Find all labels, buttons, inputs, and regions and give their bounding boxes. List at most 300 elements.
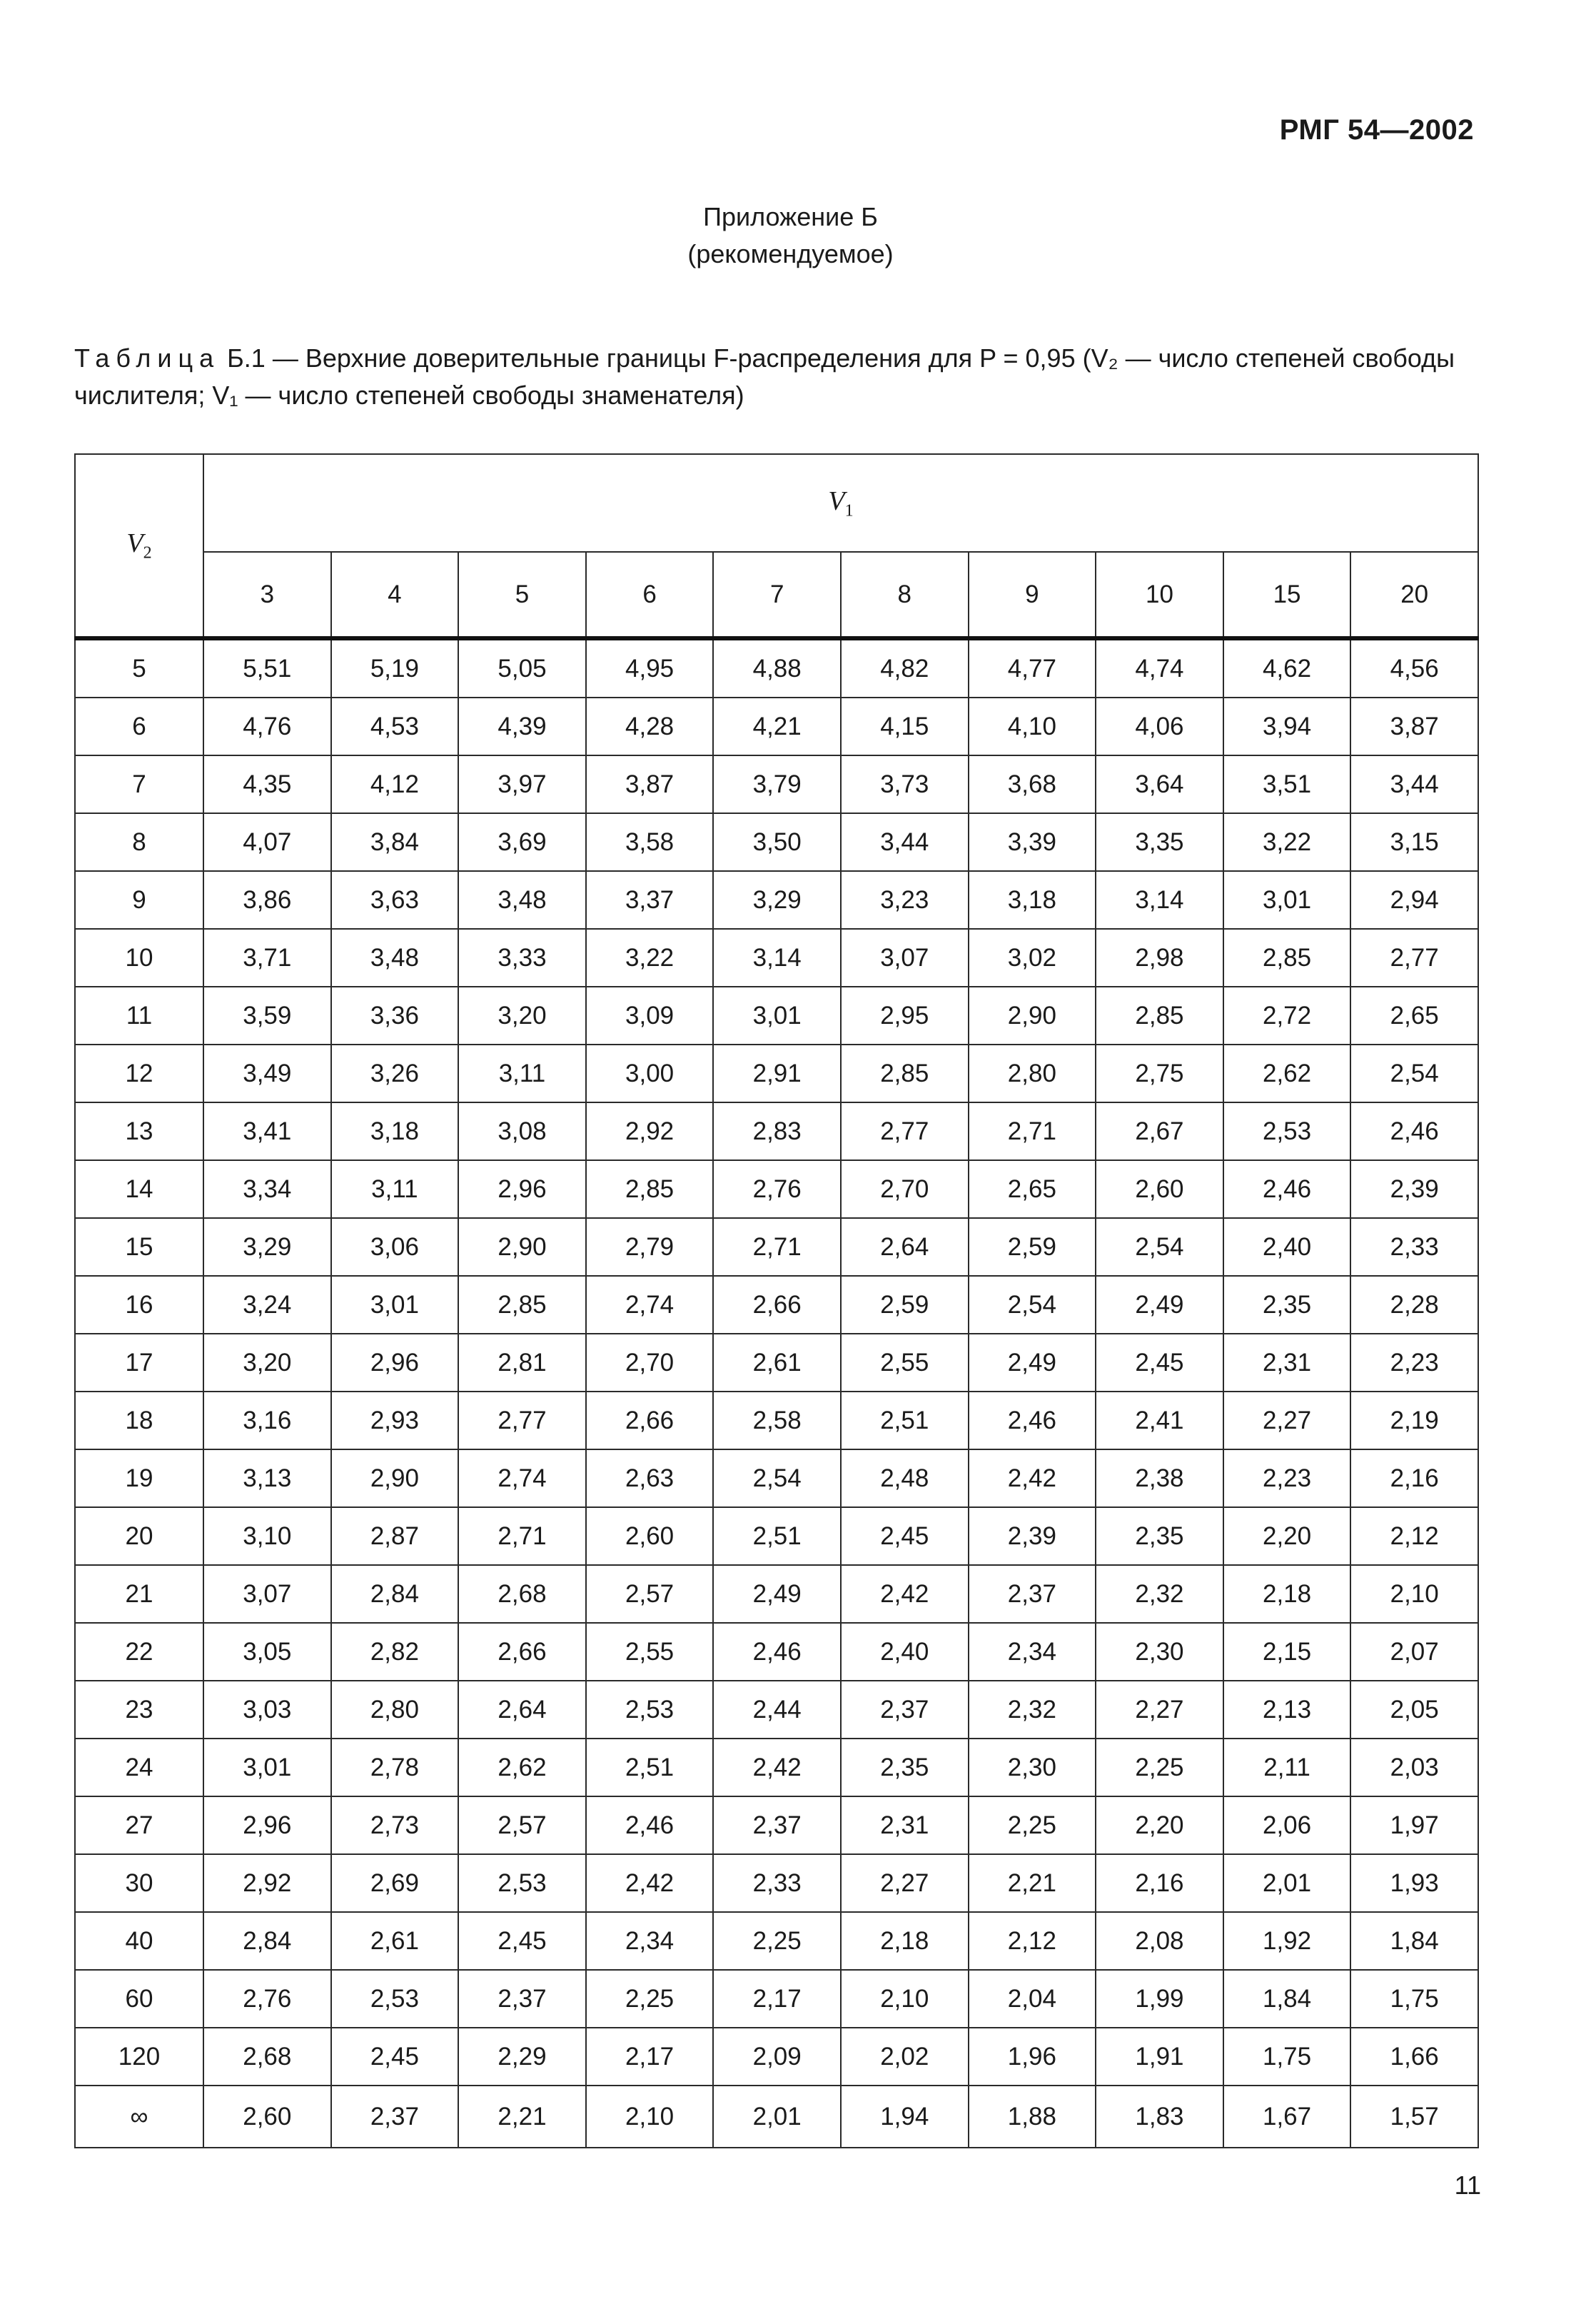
table-cell: 3,05 (203, 1623, 331, 1681)
table-cell: 2,16 (1096, 1854, 1223, 1912)
table-cell: 3,37 (586, 871, 714, 929)
table-cell: 2,11 (1223, 1739, 1351, 1796)
table-cell: 1,83 (1096, 2086, 1223, 2148)
row-label-v2: 22 (75, 1623, 203, 1681)
table-cell: 1,84 (1223, 1970, 1351, 2028)
table-cell: 2,96 (331, 1334, 459, 1392)
row-label-v2: 60 (75, 1970, 203, 2028)
table-cell: 2,08 (1096, 1912, 1223, 1970)
row-label-v2: ∞ (75, 2086, 203, 2148)
table-cell: 2,44 (713, 1681, 841, 1739)
table-cell: 4,06 (1096, 698, 1223, 755)
table-cell: 2,45 (458, 1912, 586, 1970)
table-cell: 1,92 (1223, 1912, 1351, 1970)
table-cell: 1,67 (1223, 2086, 1351, 2148)
table-cell: 2,78 (331, 1739, 459, 1796)
table-cell: 2,61 (331, 1912, 459, 1970)
table-cell: 2,90 (969, 987, 1096, 1045)
table-cell: 2,33 (713, 1854, 841, 1912)
row-label-v2: 15 (75, 1218, 203, 1276)
table-row (75, 1796, 1478, 1854)
table-cell: 2,42 (713, 1739, 841, 1796)
table-row (75, 1970, 1478, 2028)
table-cell: 2,32 (1096, 1565, 1223, 1623)
table-cell: 2,20 (1096, 1796, 1223, 1854)
table-cell: 2,38 (1096, 1449, 1223, 1507)
table-cell: 3,48 (458, 871, 586, 929)
table-cell: 3,01 (713, 987, 841, 1045)
row-label-v2: 16 (75, 1276, 203, 1334)
table-cell: 4,28 (586, 698, 714, 755)
table-cell: 2,45 (331, 2028, 459, 2086)
appendix-heading (0, 198, 1581, 273)
row-label-v2: 120 (75, 2028, 203, 2086)
table-cell: 3,35 (1096, 813, 1223, 871)
row-label-v2: 20 (75, 1507, 203, 1565)
table-cell: 2,70 (586, 1334, 714, 1392)
column-header: 5 (458, 552, 586, 638)
table-row (75, 755, 1478, 813)
table-cell: 1,88 (969, 2086, 1096, 2148)
table-cell: 2,35 (1096, 1507, 1223, 1565)
table-cell: 2,46 (586, 1796, 714, 1854)
row-label-v2: 6 (75, 698, 203, 755)
table-cell: 2,21 (458, 2086, 586, 2148)
table-cell: 4,12 (331, 755, 459, 813)
table-cell: 1,97 (1350, 1796, 1478, 1854)
table-row (75, 1912, 1478, 1970)
row-label-v2: 17 (75, 1334, 203, 1392)
table-cell: 3,01 (1223, 871, 1351, 929)
table-cell: 2,04 (969, 1970, 1096, 2028)
table-cell: 2,31 (1223, 1334, 1351, 1392)
table-cell: 2,51 (586, 1739, 714, 1796)
table-cell: 2,42 (841, 1565, 969, 1623)
table-cell: 2,77 (1350, 929, 1478, 987)
table-cell: 2,29 (458, 2028, 586, 2086)
table-cell: 1,94 (841, 2086, 969, 2148)
table-row (75, 2086, 1478, 2148)
table-cell: 3,15 (1350, 813, 1478, 871)
table-cell: 3,10 (203, 1507, 331, 1565)
table-cell: 2,66 (458, 1623, 586, 1681)
table-cell: 3,58 (586, 813, 714, 871)
table-cell: 2,17 (713, 1970, 841, 2028)
column-header: 4 (331, 552, 459, 638)
table-cell: 2,25 (586, 1970, 714, 2028)
table-row (75, 1681, 1478, 1739)
table-row (75, 1507, 1478, 1565)
table-cell: 2,42 (586, 1854, 714, 1912)
table-cell: 2,30 (1096, 1623, 1223, 1681)
table-cell: 3,33 (458, 929, 586, 987)
table-cell: 3,69 (458, 813, 586, 871)
table-cell: 2,40 (841, 1623, 969, 1681)
table-cell: 2,34 (586, 1912, 714, 1970)
table-row (75, 1739, 1478, 1796)
table-cell: 2,37 (969, 1565, 1096, 1623)
table-cell: 2,49 (1096, 1276, 1223, 1334)
table-cell: 2,30 (969, 1739, 1096, 1796)
table-cell: 2,25 (969, 1796, 1096, 1854)
table-cell: 2,01 (1223, 1854, 1351, 1912)
table-cell: 1,66 (1350, 2028, 1478, 2086)
table-cell: 2,02 (841, 2028, 969, 2086)
table-cell: 2,42 (969, 1449, 1096, 1507)
table-cell: 2,84 (331, 1565, 459, 1623)
table-cell: 2,54 (1350, 1045, 1478, 1102)
table-cell: 2,77 (841, 1102, 969, 1160)
v2-symbol: $V_2$ (126, 528, 152, 563)
table-cell: 4,76 (203, 698, 331, 755)
table-cell: 2,85 (1223, 929, 1351, 987)
table-cell: 3,20 (203, 1334, 331, 1392)
row-label-v2: 8 (75, 813, 203, 871)
table-cell: 4,95 (586, 638, 714, 698)
table-cell: 3,14 (713, 929, 841, 987)
table-cell: 2,16 (1350, 1449, 1478, 1507)
table-cell: 2,12 (1350, 1507, 1478, 1565)
column-header-row (75, 552, 1478, 638)
table-cell: 5,05 (458, 638, 586, 698)
table-cell: 2,85 (586, 1160, 714, 1218)
table-cell: 2,46 (713, 1623, 841, 1681)
table-cell: 3,71 (203, 929, 331, 987)
table-cell: 2,60 (586, 1507, 714, 1565)
table-cell: 3,94 (1223, 698, 1351, 755)
table-cell: 2,31 (841, 1796, 969, 1854)
table-cell: 2,33 (1350, 1218, 1478, 1276)
table-cell: 3,50 (713, 813, 841, 871)
table-row (75, 638, 1478, 698)
table-cell: 2,54 (713, 1449, 841, 1507)
table-cell: 2,58 (713, 1392, 841, 1449)
table-cell: 2,45 (1096, 1334, 1223, 1392)
table-cell: 2,93 (331, 1392, 459, 1449)
table-cell: 5,19 (331, 638, 459, 698)
table-cell: 2,10 (841, 1970, 969, 2028)
table-cell: 3,39 (969, 813, 1096, 871)
table-cell: 2,68 (203, 2028, 331, 2086)
table-cell: 2,67 (1096, 1102, 1223, 1160)
table-cell: 3,51 (1223, 755, 1351, 813)
table-cell: 2,62 (458, 1739, 586, 1796)
table-body (75, 638, 1478, 2148)
column-header: 8 (841, 552, 969, 638)
column-header: 10 (1096, 552, 1223, 638)
table-cell: 4,82 (841, 638, 969, 698)
table-cell: 2,37 (713, 1796, 841, 1854)
table-cell: 2,61 (713, 1334, 841, 1392)
table-cell: 3,79 (713, 755, 841, 813)
table-cell: 2,96 (458, 1160, 586, 1218)
table-cell: 2,23 (1223, 1449, 1351, 1507)
table-cell: 3,09 (586, 987, 714, 1045)
table-cell: 2,75 (1096, 1045, 1223, 1102)
table-cell: 3,73 (841, 755, 969, 813)
table-cell: 4,10 (969, 698, 1096, 755)
table-cell: 3,84 (331, 813, 459, 871)
table-cell: 2,54 (969, 1276, 1096, 1334)
table-cell: 2,46 (969, 1392, 1096, 1449)
page-number: 11 (1454, 2170, 1481, 2200)
table-row (75, 1449, 1478, 1507)
table-cell: 2,27 (1096, 1681, 1223, 1739)
table-cell: 2,85 (458, 1276, 586, 1334)
table-cell: 2,06 (1223, 1796, 1351, 1854)
table-cell: 2,46 (1350, 1102, 1478, 1160)
table-cell: 4,62 (1223, 638, 1351, 698)
table-cell: 2,23 (1350, 1334, 1478, 1392)
table-cell: 4,39 (458, 698, 586, 755)
table-cell: 3,24 (203, 1276, 331, 1334)
table-cell: 2,53 (1223, 1102, 1351, 1160)
table-cell: 4,07 (203, 813, 331, 871)
table-cell: 2,18 (1223, 1565, 1351, 1623)
table-cell: 2,66 (713, 1276, 841, 1334)
table-cell: 3,87 (586, 755, 714, 813)
table-cell: 2,39 (969, 1507, 1096, 1565)
row-label-v2: 12 (75, 1045, 203, 1102)
table-row (75, 929, 1478, 987)
table-cell: 2,74 (458, 1449, 586, 1507)
table-cell: 3,48 (331, 929, 459, 987)
table-cell: 2,64 (841, 1218, 969, 1276)
table-cell: 4,15 (841, 698, 969, 755)
table-cell: 2,71 (458, 1507, 586, 1565)
table-cell: 3,44 (841, 813, 969, 871)
table-cell: 1,75 (1223, 2028, 1351, 2086)
table-row (75, 698, 1478, 755)
v1-symbol: $V_1$ (828, 486, 854, 520)
table-cell: 2,71 (713, 1218, 841, 1276)
table-cell: 2,85 (1096, 987, 1223, 1045)
table-cell: 2,27 (841, 1854, 969, 1912)
column-group-v1 (203, 454, 1478, 552)
table-cell: 3,02 (969, 929, 1096, 987)
table-cell: 4,88 (713, 638, 841, 698)
table-cell: 3,23 (841, 871, 969, 929)
table-cell: 2,77 (458, 1392, 586, 1449)
table-cell: 2,09 (713, 2028, 841, 2086)
table-row (75, 1623, 1478, 1681)
table-cell: 2,95 (841, 987, 969, 1045)
table-cell: 2,57 (586, 1565, 714, 1623)
table-cell: 2,13 (1223, 1681, 1351, 1739)
table-cell: 3,22 (586, 929, 714, 987)
table-cell: 3,01 (331, 1276, 459, 1334)
table-cell: 2,79 (586, 1218, 714, 1276)
table-cell: 2,12 (969, 1912, 1096, 1970)
table-cell: 2,85 (841, 1045, 969, 1102)
table-cell: 2,70 (841, 1160, 969, 1218)
table-cell: 3,34 (203, 1160, 331, 1218)
table-cell: 1,75 (1350, 1970, 1478, 2028)
table-cell: 2,74 (586, 1276, 714, 1334)
table-cell: 2,32 (969, 1681, 1096, 1739)
table-cell: 2,71 (969, 1102, 1096, 1160)
table-cell: 3,20 (458, 987, 586, 1045)
table-cell: 2,53 (586, 1681, 714, 1739)
table-cell: 3,07 (841, 929, 969, 987)
table-cell: 3,41 (203, 1102, 331, 1160)
table-cell: 2,28 (1350, 1276, 1478, 1334)
column-header: 15 (1223, 552, 1351, 638)
table-cell: 2,37 (841, 1681, 969, 1739)
table-cell: 2,76 (203, 1970, 331, 2028)
table-cell: 2,34 (969, 1623, 1096, 1681)
table-cell: 3,22 (1223, 813, 1351, 871)
table-cell: 3,18 (331, 1102, 459, 1160)
table-cell: 2,18 (841, 1912, 969, 1970)
table-cell: 2,54 (1096, 1218, 1223, 1276)
table-row (75, 871, 1478, 929)
table-cell: 3,97 (458, 755, 586, 813)
table-cell: 1,91 (1096, 2028, 1223, 2086)
row-label-v2: 40 (75, 1912, 203, 1970)
row-label-v2: 14 (75, 1160, 203, 1218)
table-row (75, 1160, 1478, 1218)
table-cell: 2,17 (586, 2028, 714, 2086)
table-cell: 3,68 (969, 755, 1096, 813)
table-cell: 3,11 (331, 1160, 459, 1218)
table-cell: 2,15 (1223, 1623, 1351, 1681)
table-cell: 3,29 (203, 1218, 331, 1276)
table-cell: 2,72 (1223, 987, 1351, 1045)
table-cell: 3,01 (203, 1739, 331, 1796)
table-cell: 2,76 (713, 1160, 841, 1218)
table-row (75, 1276, 1478, 1334)
table-cell: 2,59 (841, 1276, 969, 1334)
table-cell: 2,81 (458, 1334, 586, 1392)
table-row (75, 2028, 1478, 2086)
table-cell: 2,10 (1350, 1565, 1478, 1623)
table-cell: 4,77 (969, 638, 1096, 698)
row-label-v2: 11 (75, 987, 203, 1045)
row-label-v2: 7 (75, 755, 203, 813)
row-label-v2: 24 (75, 1739, 203, 1796)
table-cell: 3,08 (458, 1102, 586, 1160)
table-cell: 2,92 (203, 1854, 331, 1912)
table-cell: 2,64 (458, 1681, 586, 1739)
table-cell: 2,49 (969, 1334, 1096, 1392)
row-label-v2: 13 (75, 1102, 203, 1160)
table-row (75, 1854, 1478, 1912)
table-cell: 2,05 (1350, 1681, 1478, 1739)
table-cell: 2,82 (331, 1623, 459, 1681)
table-cell: 2,96 (203, 1796, 331, 1854)
table-cell: 2,83 (713, 1102, 841, 1160)
table-cell: 1,96 (969, 2028, 1096, 2086)
table-cell: 4,35 (203, 755, 331, 813)
table-cell: 4,21 (713, 698, 841, 755)
table-row (75, 1102, 1478, 1160)
table-cell: 2,48 (841, 1449, 969, 1507)
table-cell: 2,66 (586, 1392, 714, 1449)
table-cell: 3,14 (1096, 871, 1223, 929)
table-cell: 2,80 (331, 1681, 459, 1739)
table-cell: 3,16 (203, 1392, 331, 1449)
table-cell: 2,92 (586, 1102, 714, 1160)
row-label-v2: 27 (75, 1796, 203, 1854)
row-label-v2: 5 (75, 638, 203, 698)
table-cell: 2,59 (969, 1218, 1096, 1276)
table-cell: 3,36 (331, 987, 459, 1045)
row-label-v2: 18 (75, 1392, 203, 1449)
table-cell: 3,49 (203, 1045, 331, 1102)
table-cell: 2,68 (458, 1565, 586, 1623)
table-caption (74, 340, 1480, 414)
row-label-v2: 19 (75, 1449, 203, 1507)
table-cell: 2,51 (713, 1507, 841, 1565)
table-cell: 2,55 (586, 1623, 714, 1681)
table-cell: 3,18 (969, 871, 1096, 929)
column-header: 6 (586, 552, 714, 638)
table-cell: 3,64 (1096, 755, 1223, 813)
table-cell: 3,63 (331, 871, 459, 929)
table-cell: 2,80 (969, 1045, 1096, 1102)
table-row (75, 1334, 1478, 1392)
table-cell: 2,73 (331, 1796, 459, 1854)
table-cell: 2,49 (713, 1565, 841, 1623)
row-label-v2: 21 (75, 1565, 203, 1623)
table-cell: 2,84 (203, 1912, 331, 1970)
table-cell: 5,51 (203, 638, 331, 698)
table-cell: 3,03 (203, 1681, 331, 1739)
table-cell: 2,65 (1350, 987, 1478, 1045)
table-cell: 2,63 (586, 1449, 714, 1507)
document-code: РМГ 54—2002 (1279, 114, 1474, 146)
row-label-v2: 9 (75, 871, 203, 929)
table-cell: 2,87 (331, 1507, 459, 1565)
table-cell: 2,90 (458, 1218, 586, 1276)
table-cell: 2,53 (331, 1970, 459, 2028)
table-cell: 2,94 (1350, 871, 1478, 929)
table-cell: 2,55 (841, 1334, 969, 1392)
table-row (75, 1565, 1478, 1623)
table-cell: 3,13 (203, 1449, 331, 1507)
table-cell: 4,56 (1350, 638, 1478, 698)
table-cell: 2,57 (458, 1796, 586, 1854)
caption-word: Таблица (74, 343, 221, 373)
table-cell: 2,60 (203, 2086, 331, 2148)
table-cell: 2,37 (331, 2086, 459, 2148)
row-header-v2 (75, 454, 203, 638)
table-cell: 3,07 (203, 1565, 331, 1623)
table-row (75, 813, 1478, 871)
table-row (75, 1045, 1478, 1102)
row-label-v2: 30 (75, 1854, 203, 1912)
table-cell: 1,84 (1350, 1912, 1478, 1970)
table-cell: 2,20 (1223, 1507, 1351, 1565)
table-cell: 2,69 (331, 1854, 459, 1912)
table-cell: 3,11 (458, 1045, 586, 1102)
table-cell: 4,53 (331, 698, 459, 755)
table-cell: 2,40 (1223, 1218, 1351, 1276)
table-row (75, 987, 1478, 1045)
column-header: 9 (969, 552, 1096, 638)
table-cell: 3,87 (1350, 698, 1478, 755)
table-cell: 2,53 (458, 1854, 586, 1912)
table-cell: 3,29 (713, 871, 841, 929)
appendix-subtitle: (рекомендуемое) (687, 239, 894, 268)
table-cell: 2,62 (1223, 1045, 1351, 1102)
f-distribution-table (74, 453, 1479, 2148)
table-cell: 3,59 (203, 987, 331, 1045)
table-row (75, 1218, 1478, 1276)
column-header: 20 (1350, 552, 1478, 638)
table-cell: 3,26 (331, 1045, 459, 1102)
